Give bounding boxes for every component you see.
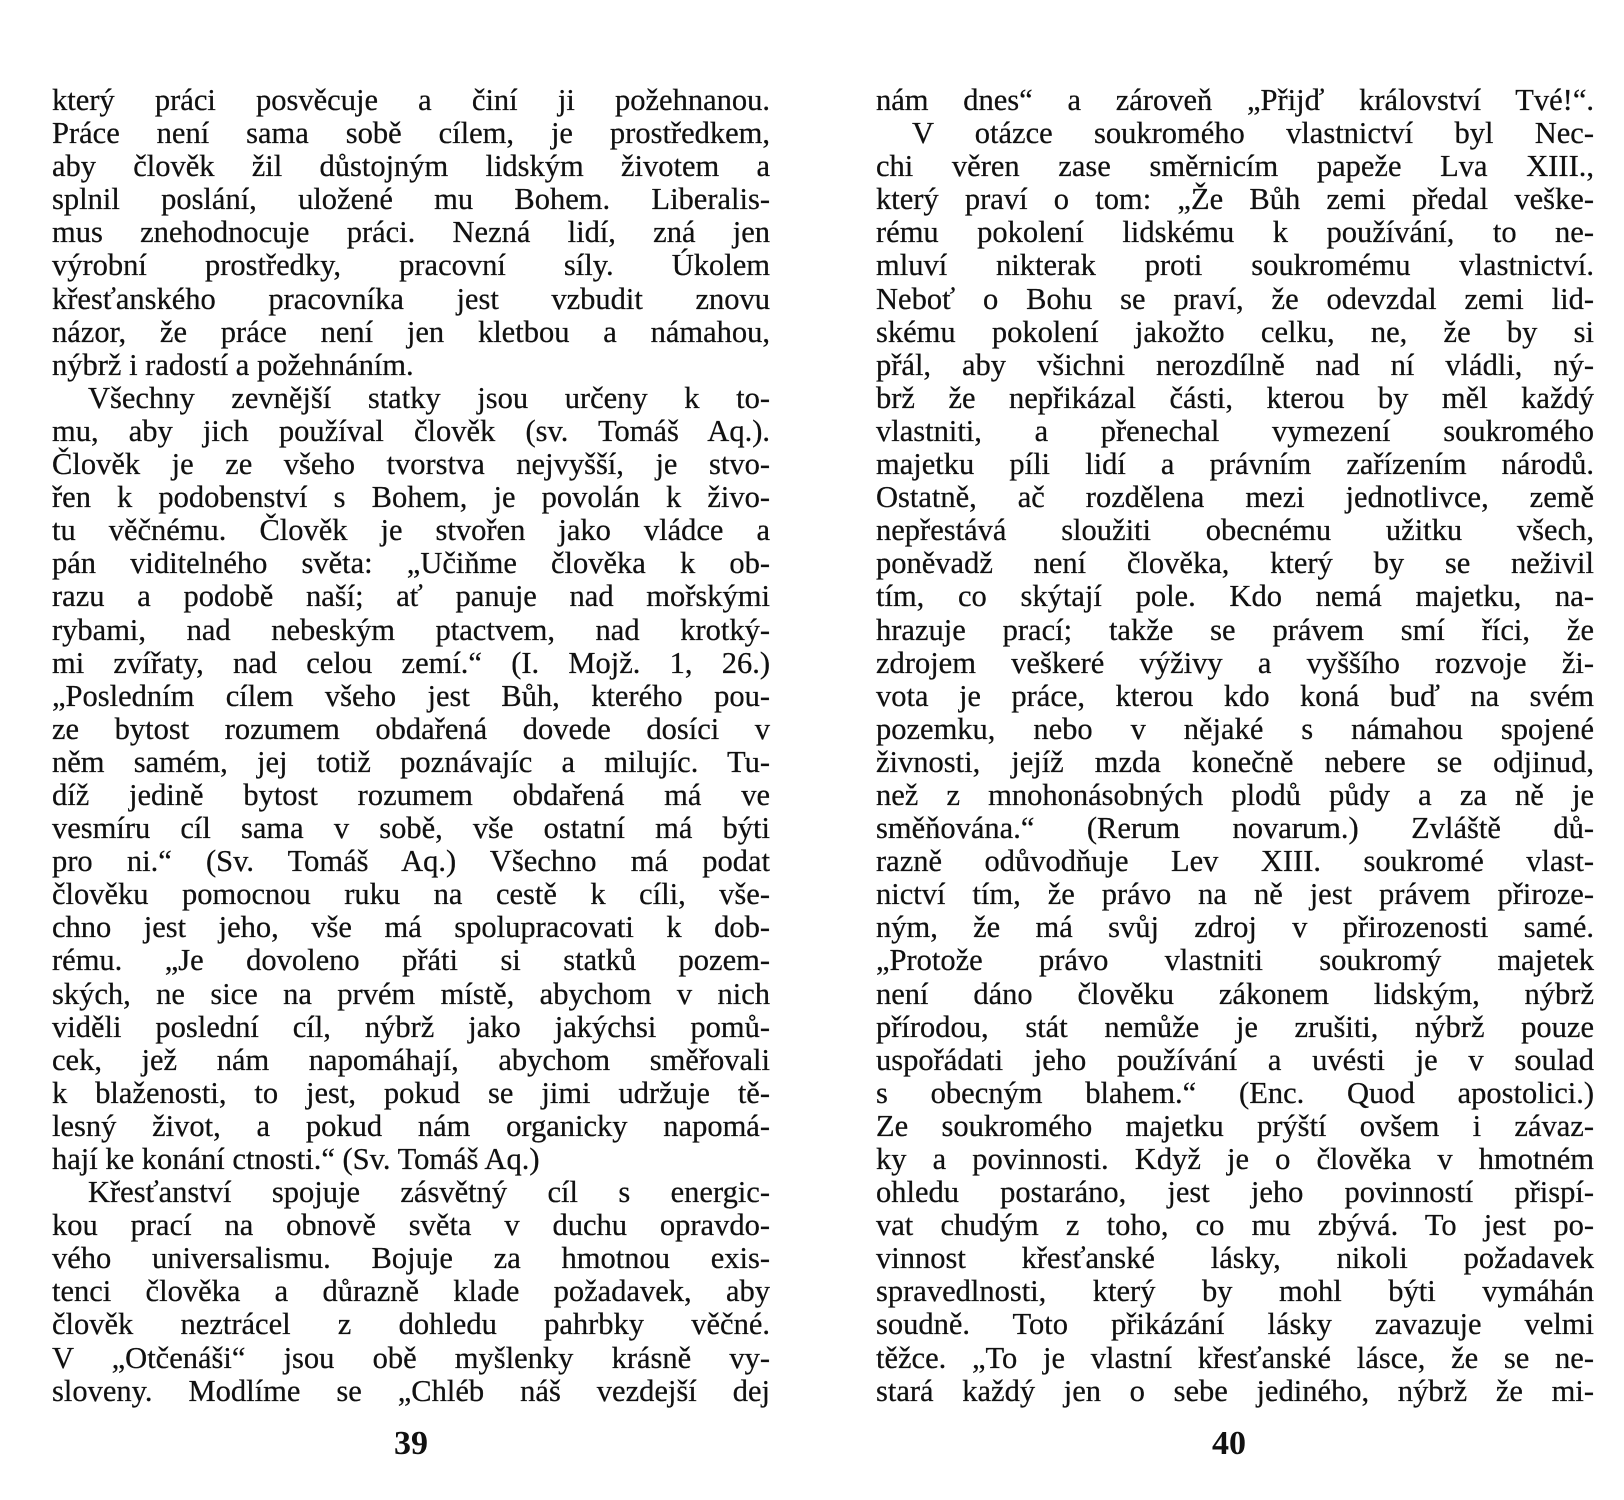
text-line: pozemku, nebo v nějaké s námahou spojené	[876, 711, 1594, 746]
text-line: poněvadž není člověka, který by se neživil	[876, 546, 1594, 581]
text-line: k blaženosti, to jest, pokud se jimi udržuje tě-	[52, 1075, 770, 1110]
text-line: vinnost křesťanské lásky, nikoli požadavek	[876, 1241, 1594, 1276]
text-line: Ze soukromého majetku prýští ovšem i závaz-	[876, 1108, 1594, 1143]
text-line: názor, že práce není jen kletbou a námahou,	[52, 314, 770, 349]
text-line: razu a podobě naší; ať panuje nad mořskými	[52, 579, 770, 614]
text-line: rybami, nad nebeským ptactvem, nad krotký-	[52, 612, 770, 647]
text-line: pro ni.“ (Sv. Tomáš Aq.) Všechno má podat	[52, 844, 770, 879]
text-line: ným, že má svůj zdroj v přirozenosti samé.	[876, 910, 1594, 945]
text-line: kou prací na obnově světa v duchu opravdo-	[52, 1208, 770, 1243]
text-line: vesmíru cíl sama v sobě, vše ostatní má býti	[52, 811, 770, 846]
text-line: mus znehodnocuje práci. Nezná lidí, zná jen	[52, 215, 770, 250]
text-line: lesný život, a pokud nám organicky napomá-	[52, 1108, 770, 1143]
text-line: zdrojem veškeré výživy a vyššího rozvoje ži-	[876, 645, 1594, 680]
text-line: sloveny. Modlíme se „Chléb náš vezdejší dej	[52, 1373, 770, 1408]
text-line: splnil poslání, uložené mu Bohem. Liberalis-	[52, 182, 770, 217]
text-line: živnosti, jejíž mzda konečně nebere se odjinud,	[876, 744, 1594, 779]
text-line: tím, co skýtají pole. Kdo nemá majetku, na-	[876, 579, 1594, 614]
text-line: skému pokolení jakožto celku, ne, že by si	[876, 314, 1594, 349]
text-line: spravedlnosti, který by mohl býti vymáhán	[876, 1274, 1594, 1309]
text-line: V otázce soukromého vlastnictví byl Nec-	[912, 116, 1594, 151]
text-line: který práci posvěcuje a činí ji požehnanou.	[52, 83, 770, 117]
text-line: není dáno člověku zákonem lidským, nýbrž	[876, 976, 1594, 1011]
text-line: mu, aby jich používal člověk (sv. Tomáš Aq.).	[52, 413, 770, 448]
text-line: ze bytost rozumem obdařená dovede dosíci v	[52, 711, 770, 746]
text-line: tenci člověka a důrazně klade požadavek, aby	[52, 1274, 770, 1309]
text-line: ky a povinnosti. Když je o člověka v hmotném	[876, 1142, 1594, 1176]
text-line: nictví tím, že právo na ně jest právem přiroze-	[876, 877, 1594, 912]
text-line: majetku píli lidí a právním zařízením národů.	[876, 447, 1594, 482]
text-line: přál, aby všichni nerozdílně nad ní vládli, ný-	[876, 347, 1594, 382]
text-line: Neboť o Bohu se praví, že odevzdal zemi lid-	[876, 281, 1594, 316]
text-line: soudně. Toto přikázání lásky zavazuje velmi	[876, 1307, 1594, 1342]
text-line: výrobní prostředky, pracovní síly. Úkolem	[52, 248, 770, 283]
text-line: člověku pomocnou ruku na cestě k cíli, vše-	[52, 877, 770, 912]
text-line: viděli poslední cíl, nýbrž jako jakýchsi pomů-	[52, 1009, 770, 1044]
text-line: směňována.“ (Rerum novarum.) Zvláště dů-	[876, 811, 1594, 846]
text-line: vat chudým z toho, co mu zbývá. To jest po-	[876, 1208, 1594, 1243]
text-line: aby člověk žil důstojným lidským životem a	[52, 149, 770, 184]
text-line: nám dnes“ a zároveň „Přijď království Tvé!“.	[876, 83, 1594, 117]
text-line: tu věčnému. Člověk je stvořen jako vládce a	[52, 513, 770, 548]
right-page-text	[876, 84, 1594, 1408]
text-line: vlastniti, a přenechal vymezení soukromého	[876, 413, 1594, 448]
text-line: přírodou, stát nemůže je zrušiti, nýbrž pouze	[876, 1009, 1594, 1044]
text-line: chi věren zase směrnicím papeže Lva XIII.,	[876, 149, 1594, 184]
text-line: něm samém, jej totiž poznávajíc a milujíc. Tu-	[52, 744, 770, 779]
text-line: Práce není sama sobě cílem, je prostředkem,	[52, 116, 770, 151]
text-line: V „Otčenáši“ jsou obě myšlenky krásně vy-	[52, 1340, 770, 1375]
page-number-left: 39	[394, 1425, 428, 1462]
text-line: mi zvířaty, nad celou zemí.“ (I. Mojž. 1, 26.)	[52, 645, 770, 680]
text-line: než z mnohonásobných plodů půdy a za ně je	[876, 777, 1594, 812]
text-line: Ostatně, ač rozdělena mezi jednotlivce, země	[876, 480, 1594, 515]
text-line: ských, ne sice na prvém místě, abychom v nich	[52, 976, 770, 1011]
text-line: razně odůvodňuje Lev XIII. soukromé vlast-	[876, 844, 1594, 879]
text-line: řen k podobenství s Bohem, je povolán k živo-	[52, 480, 770, 515]
text-line: brž že nepřikázal části, kterou by měl každý	[876, 380, 1594, 415]
text-line: pán viditelného světa: „Učiňme člověka k ob-	[52, 546, 770, 581]
text-line: s obecným blahem.“ (Enc. Quod apostolici.)	[876, 1075, 1594, 1110]
text-line: který praví o tom: „Že Bůh zemi předal veške-	[876, 182, 1594, 217]
text-line: nepřestává sloužiti obecnému užitku všech,	[876, 513, 1594, 548]
text-line: hají ke konání ctnosti.“ (Sv. Tomáš Aq.)	[52, 1142, 540, 1176]
text-line: rému pokolení lidskému k používání, to ne-	[876, 215, 1594, 250]
text-line: rému. „Je dovoleno přáti si statků pozem-	[52, 943, 770, 978]
text-line: stará každý jen o sebe jediného, nýbrž že mi-	[876, 1373, 1594, 1408]
text-line: Křesťanství spojuje zásvětný cíl s energic-	[88, 1175, 770, 1210]
text-line: člověk neztrácel z dohledu pahrbky věčné.	[52, 1307, 770, 1342]
text-line: křesťanského pracovníka jest vzbudit znovu	[52, 281, 770, 316]
text-line: Člověk je ze všeho tvorstva nejvyšší, je stvo-	[52, 447, 770, 482]
text-line: těžce. „To je vlastní křesťanské lásce, že se ne-	[876, 1340, 1594, 1375]
text-line: „Protože právo vlastniti soukromý majetek	[876, 943, 1594, 978]
text-line: „Posledním cílem všeho jest Bůh, kterého pou-	[52, 678, 770, 713]
text-line: uspořádati jeho používání a uvésti je v soulad	[876, 1042, 1594, 1077]
text-line: díž jedině bytost rozumem obdařená má ve	[52, 777, 770, 812]
text-line: chno jest jeho, vše má spolupracovati k dob-	[52, 910, 770, 945]
text-line: nýbrž i radostí a požehnáním.	[52, 347, 414, 382]
text-line: hrazuje prací; takže se právem smí říci, že	[876, 612, 1594, 647]
text-line: Všechny zevnější statky jsou určeny k to-	[88, 380, 770, 415]
page-number-right: 40	[1212, 1425, 1246, 1462]
text-line: ohledu postaráno, jest jeho povinností přispí-	[876, 1175, 1594, 1210]
text-line: mluví nikterak proti soukromému vlastnictví.	[876, 248, 1594, 283]
text-line: vota je práce, kterou kdo koná buď na svém	[876, 678, 1594, 713]
text-line: vého universalismu. Bojuje za hmotnou exis-	[52, 1241, 770, 1276]
left-page-text	[52, 84, 770, 1408]
text-line: cek, jež nám napomáhají, abychom směřovali	[52, 1042, 770, 1077]
